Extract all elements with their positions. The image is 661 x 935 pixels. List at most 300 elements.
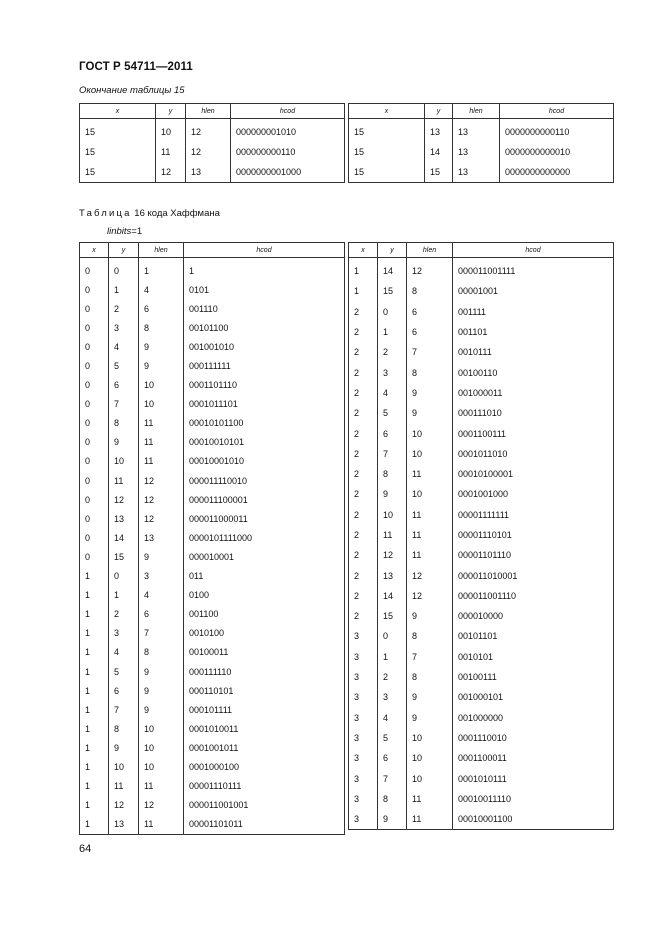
cell-x: 0 [80, 395, 109, 414]
cell-y: 8 [378, 464, 407, 484]
cell-hcod: 00010101100 [184, 414, 345, 433]
column-header-y: y [109, 243, 139, 258]
table-row [349, 423, 614, 443]
table-row [80, 757, 345, 776]
table-row [349, 119, 614, 143]
cell-hcod: 000011001111 [453, 258, 614, 282]
table-row [349, 647, 614, 667]
cell-hcod: 011 [184, 567, 345, 586]
cell-hlen: 11 [139, 815, 184, 835]
table-row [349, 545, 614, 565]
cell-hcod: 00010001100 [453, 809, 614, 830]
cell-hlen: 11 [139, 452, 184, 471]
cell-hlen: 7 [407, 342, 453, 362]
column-header-hlen: hlen [186, 104, 231, 119]
table-row [349, 809, 614, 830]
column-header-x: x [349, 243, 378, 258]
cell-x: 0 [80, 337, 109, 356]
table-row [349, 708, 614, 728]
cell-y: 12 [109, 490, 139, 509]
cell-y: 14 [378, 258, 407, 282]
table-row [80, 299, 345, 318]
cell-x: 0 [80, 490, 109, 509]
cell-x: 0 [80, 318, 109, 337]
cell-y: 10 [109, 757, 139, 776]
cell-x: 0 [80, 299, 109, 318]
cell-hlen: 11 [407, 789, 453, 809]
cell-y: 12 [156, 162, 186, 183]
table-row [80, 414, 345, 433]
cell-hlen: 9 [139, 662, 184, 681]
cell-hcod: 00001101110 [453, 545, 614, 565]
cell-hcod: 0001100111 [453, 423, 614, 443]
cell-y: 4 [109, 337, 139, 356]
cell-hcod: 000000000110 [231, 142, 345, 162]
cell-hcod: 0101 [184, 280, 345, 299]
cell-hcod: 0001010011 [184, 719, 345, 738]
cell-x: 0 [80, 471, 109, 490]
cell-x: 15 [80, 162, 156, 183]
cell-x: 1 [80, 719, 109, 738]
linbits-value: =1 [131, 226, 143, 237]
cell-hlen: 11 [407, 464, 453, 484]
cell-hlen: 6 [407, 302, 453, 322]
cell-hcod: 0000000000010 [500, 142, 614, 162]
cell-y: 5 [378, 403, 407, 423]
cell-hcod: 00100110 [453, 362, 614, 382]
cell-x: 15 [349, 162, 425, 183]
cell-x: 3 [349, 809, 378, 830]
column-header-x: x [349, 104, 425, 119]
cell-y: 9 [109, 738, 139, 757]
cell-x: 0 [80, 528, 109, 547]
cell-hcod: 000111110 [184, 662, 345, 681]
column-header-hlen: hlen [453, 104, 500, 119]
cell-x: 3 [349, 708, 378, 728]
cell-hlen: 9 [407, 687, 453, 707]
cell-y: 6 [378, 748, 407, 768]
cell-hcod: 1 [184, 258, 345, 281]
cell-hlen: 3 [139, 567, 184, 586]
cell-hlen: 11 [407, 809, 453, 830]
table-row [80, 681, 345, 700]
continuation-caption: Окончание таблицы 15 [79, 85, 185, 96]
cell-hlen: 9 [139, 337, 184, 356]
table-row [349, 687, 614, 707]
table-row [349, 383, 614, 403]
table-row [349, 525, 614, 545]
cell-x: 0 [80, 280, 109, 299]
cell-x: 0 [80, 258, 109, 281]
cell-y: 10 [156, 119, 186, 143]
cell-hlen: 9 [139, 356, 184, 375]
cell-y: 0 [109, 258, 139, 281]
cell-y: 15 [378, 606, 407, 626]
cell-hcod: 000011100001 [184, 490, 345, 509]
cell-hcod: 00001101011 [184, 815, 345, 835]
cell-x: 0 [80, 356, 109, 375]
cell-x: 1 [80, 700, 109, 719]
document-title: ГОСТ Р 54711—2011 [79, 61, 193, 73]
cell-hlen: 7 [139, 624, 184, 643]
table-row [80, 719, 345, 738]
table-row [80, 528, 345, 547]
cell-hlen: 10 [407, 484, 453, 504]
column-header-hcod: hcod [453, 243, 614, 258]
cell-x: 3 [349, 789, 378, 809]
cell-x: 15 [80, 142, 156, 162]
cell-y: 15 [425, 162, 453, 183]
cell-hcod: 001100 [184, 605, 345, 624]
cell-y: 10 [378, 505, 407, 525]
cell-hcod: 001000101 [453, 687, 614, 707]
cell-hlen: 6 [407, 322, 453, 342]
cell-y: 15 [109, 547, 139, 566]
cell-y: 1 [378, 647, 407, 667]
cell-hcod: 00100111 [453, 667, 614, 687]
cell-y: 11 [156, 142, 186, 162]
cell-x: 1 [80, 662, 109, 681]
table-15-continuation-left [79, 103, 345, 183]
table-row [349, 586, 614, 606]
table-row [80, 471, 345, 490]
cell-y: 13 [378, 565, 407, 585]
cell-hlen: 12 [186, 119, 231, 143]
cell-y: 13 [109, 815, 139, 835]
table-row [349, 789, 614, 809]
cell-hcod: 0001011010 [453, 444, 614, 464]
cell-y: 12 [109, 796, 139, 815]
cell-hcod: 001001010 [184, 337, 345, 356]
cell-hlen: 8 [407, 626, 453, 646]
column-header-hcod: hcod [231, 104, 345, 119]
cell-y: 3 [378, 362, 407, 382]
cell-y: 13 [109, 509, 139, 528]
table-16-right [348, 242, 614, 830]
cell-y: 11 [109, 777, 139, 796]
cell-x: 15 [80, 119, 156, 143]
cell-hlen: 11 [407, 545, 453, 565]
cell-hcod: 0001100011 [453, 748, 614, 768]
table-row [349, 748, 614, 768]
cell-x: 1 [349, 281, 378, 301]
cell-hlen: 13 [453, 142, 500, 162]
cell-hlen: 12 [407, 565, 453, 585]
cell-hlen: 9 [139, 700, 184, 719]
table-row [80, 119, 345, 143]
cell-hlen: 7 [407, 647, 453, 667]
table-row [80, 490, 345, 509]
table-row [349, 162, 614, 183]
cell-y: 6 [109, 376, 139, 395]
table-row [80, 280, 345, 299]
cell-y: 2 [378, 342, 407, 362]
cell-hcod: 000011001001 [184, 796, 345, 815]
cell-y: 2 [378, 667, 407, 687]
cell-y: 9 [378, 809, 407, 830]
cell-hcod: 0100 [184, 586, 345, 605]
cell-hcod: 000011010001 [453, 565, 614, 585]
cell-y: 0 [378, 302, 407, 322]
header-row [349, 243, 614, 258]
cell-hlen: 9 [139, 547, 184, 566]
cell-hcod: 0000000000000 [500, 162, 614, 183]
cell-hcod: 001000000 [453, 708, 614, 728]
cell-hcod: 0000000000110 [500, 119, 614, 143]
cell-x: 1 [80, 643, 109, 662]
cell-hlen: 12 [186, 142, 231, 162]
cell-hcod: 00010100001 [453, 464, 614, 484]
cell-y: 1 [109, 280, 139, 299]
cell-x: 3 [349, 728, 378, 748]
cell-x: 2 [349, 484, 378, 504]
cell-y: 4 [378, 708, 407, 728]
cell-y: 6 [109, 681, 139, 700]
cell-hcod: 000011110010 [184, 471, 345, 490]
cell-x: 2 [349, 606, 378, 626]
cell-y: 13 [425, 119, 453, 143]
cell-hcod: 000010001 [184, 547, 345, 566]
table-row [349, 565, 614, 585]
table-row [80, 605, 345, 624]
cell-x: 2 [349, 423, 378, 443]
cell-x: 2 [349, 444, 378, 464]
table-row [80, 777, 345, 796]
cell-hcod: 00001110101 [453, 525, 614, 545]
cell-x: 3 [349, 647, 378, 667]
cell-x: 2 [349, 525, 378, 545]
cell-hcod: 0001011101 [184, 395, 345, 414]
cell-x: 0 [80, 414, 109, 433]
cell-y: 5 [378, 728, 407, 748]
cell-y: 0 [378, 626, 407, 646]
cell-hlen: 8 [407, 281, 453, 301]
cell-hcod: 001111 [453, 302, 614, 322]
table-row [349, 464, 614, 484]
cell-x: 1 [80, 738, 109, 757]
cell-x: 2 [349, 342, 378, 362]
cell-y: 11 [378, 525, 407, 545]
cell-hlen: 9 [139, 681, 184, 700]
cell-y: 9 [109, 433, 139, 452]
linbits-label: linbits [107, 226, 132, 237]
cell-hlen: 9 [407, 403, 453, 423]
table-row [349, 728, 614, 748]
cell-hcod: 000111111 [184, 356, 345, 375]
cell-hcod: 00001110111 [184, 777, 345, 796]
cell-x: 0 [80, 452, 109, 471]
cell-hlen: 10 [139, 719, 184, 738]
cell-x: 15 [349, 119, 425, 143]
cell-hlen: 10 [139, 376, 184, 395]
cell-x: 1 [80, 815, 109, 835]
cell-y: 6 [378, 423, 407, 443]
cell-hlen: 11 [139, 433, 184, 452]
cell-hcod: 000011000011 [184, 509, 345, 528]
cell-hcod: 000101111 [184, 700, 345, 719]
cell-hlen: 1 [139, 258, 184, 281]
cell-hcod: 0001001011 [184, 738, 345, 757]
cell-y: 0 [109, 567, 139, 586]
cell-x: 2 [349, 565, 378, 585]
cell-hlen: 8 [139, 643, 184, 662]
cell-hlen: 12 [139, 509, 184, 528]
cell-x: 0 [80, 376, 109, 395]
table-row [349, 484, 614, 504]
table-row [80, 376, 345, 395]
table-row [80, 547, 345, 566]
table-16-left [79, 242, 345, 835]
cell-hlen: 9 [407, 606, 453, 626]
cell-hlen: 10 [407, 444, 453, 464]
cell-x: 1 [80, 605, 109, 624]
cell-hlen: 13 [139, 528, 184, 547]
table-row [349, 768, 614, 788]
cell-hcod: 00010010101 [184, 433, 345, 452]
linbits-note [107, 226, 142, 237]
table-row [349, 444, 614, 464]
cell-x: 2 [349, 322, 378, 342]
table-row [80, 509, 345, 528]
cell-x: 2 [349, 505, 378, 525]
table-row [349, 505, 614, 525]
cell-x: 3 [349, 687, 378, 707]
table-row [80, 586, 345, 605]
cell-hcod: 00100011 [184, 643, 345, 662]
cell-x: 2 [349, 464, 378, 484]
cell-hlen: 4 [139, 586, 184, 605]
cell-y: 15 [378, 281, 407, 301]
cell-y: 9 [378, 484, 407, 504]
cell-hlen: 10 [407, 728, 453, 748]
cell-hlen: 11 [407, 525, 453, 545]
cell-hlen: 13 [453, 162, 500, 183]
cell-y: 14 [425, 142, 453, 162]
cell-x: 2 [349, 545, 378, 565]
column-header-hlen: hlen [139, 243, 184, 258]
cell-hcod: 000110101 [184, 681, 345, 700]
cell-x: 1 [349, 258, 378, 282]
table-row [80, 567, 345, 586]
header-row [80, 104, 345, 119]
cell-x: 1 [80, 777, 109, 796]
cell-x: 3 [349, 768, 378, 788]
column-header-y: y [156, 104, 186, 119]
table-row [80, 337, 345, 356]
header-row [80, 243, 345, 258]
header-row [349, 104, 614, 119]
cell-hcod: 00010001010 [184, 452, 345, 471]
column-header-hlen: hlen [407, 243, 453, 258]
cell-y: 8 [109, 414, 139, 433]
table-row [80, 356, 345, 375]
table-row [80, 643, 345, 662]
cell-hlen: 12 [407, 586, 453, 606]
cell-y: 3 [378, 687, 407, 707]
cell-hcod: 000010000 [453, 606, 614, 626]
table-row [80, 452, 345, 471]
table-15-continuation-right [348, 103, 614, 183]
cell-x: 2 [349, 383, 378, 403]
cell-hcod: 000111010 [453, 403, 614, 423]
cell-x: 1 [80, 586, 109, 605]
cell-hcod: 0001010111 [453, 768, 614, 788]
table-row [80, 142, 345, 162]
cell-y: 7 [109, 395, 139, 414]
table-row [80, 318, 345, 337]
cell-hcod: 00101100 [184, 318, 345, 337]
cell-hlen: 10 [407, 748, 453, 768]
cell-y: 5 [109, 356, 139, 375]
cell-hlen: 10 [139, 757, 184, 776]
cell-x: 1 [80, 796, 109, 815]
cell-x: 2 [349, 586, 378, 606]
cell-hcod: 0001001000 [453, 484, 614, 504]
table-row [349, 362, 614, 382]
cell-y: 7 [109, 700, 139, 719]
cell-hlen: 11 [139, 777, 184, 796]
cell-y: 4 [109, 643, 139, 662]
cell-y: 5 [109, 662, 139, 681]
column-header-y: y [425, 104, 453, 119]
cell-hlen: 10 [407, 768, 453, 788]
cell-hlen: 9 [407, 383, 453, 403]
cell-y: 1 [109, 586, 139, 605]
cell-hlen: 8 [407, 667, 453, 687]
cell-hcod: 001110 [184, 299, 345, 318]
cell-x: 2 [349, 362, 378, 382]
cell-x: 1 [80, 567, 109, 586]
cell-y: 10 [109, 452, 139, 471]
cell-hlen: 6 [139, 605, 184, 624]
cell-hcod: 001000011 [453, 383, 614, 403]
cell-x: 1 [80, 624, 109, 643]
table-row [349, 258, 614, 282]
column-header-hcod: hcod [500, 104, 614, 119]
cell-y: 8 [378, 789, 407, 809]
cell-y: 14 [109, 528, 139, 547]
table-16-caption-text: 16 кода Хаффмана [131, 208, 220, 219]
cell-hlen: 12 [139, 490, 184, 509]
cell-hcod: 001101 [453, 322, 614, 342]
cell-x: 0 [80, 547, 109, 566]
cell-hlen: 11 [139, 414, 184, 433]
cell-y: 2 [109, 299, 139, 318]
cell-x: 2 [349, 403, 378, 423]
table-16-caption-prefix: Таблица [79, 208, 132, 219]
table-row [80, 162, 345, 183]
cell-hlen: 12 [139, 471, 184, 490]
cell-x: 0 [80, 433, 109, 452]
cell-hcod: 0001000100 [184, 757, 345, 776]
cell-y: 11 [109, 471, 139, 490]
cell-y: 3 [109, 624, 139, 643]
cell-hcod: 0010111 [453, 342, 614, 362]
table-row [349, 281, 614, 301]
cell-hlen: 13 [186, 162, 231, 183]
table-row [349, 403, 614, 423]
cell-hcod: 000011001110 [453, 586, 614, 606]
cell-x: 2 [349, 302, 378, 322]
cell-hlen: 12 [407, 258, 453, 282]
cell-y: 3 [109, 318, 139, 337]
column-header-x: x [80, 104, 156, 119]
cell-hlen: 4 [139, 280, 184, 299]
cell-y: 12 [378, 545, 407, 565]
cell-hlen: 6 [139, 299, 184, 318]
cell-hlen: 10 [407, 423, 453, 443]
table-row [80, 700, 345, 719]
